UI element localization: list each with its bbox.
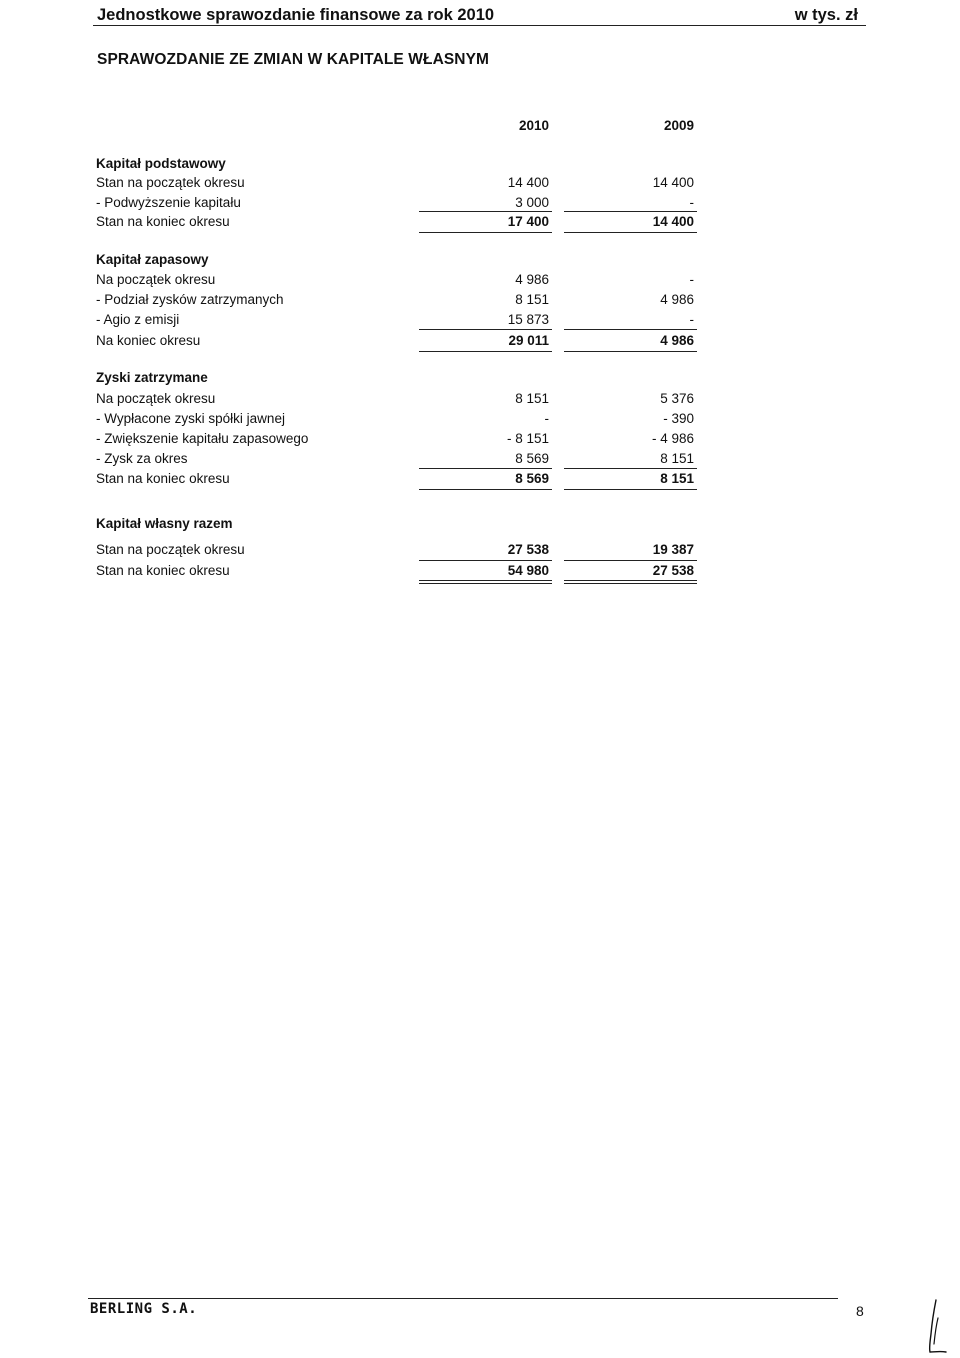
row-label: Stan na koniec okresu bbox=[96, 563, 230, 578]
value-2010: 54 980 bbox=[507, 563, 549, 578]
value-2009: 8 151 bbox=[660, 471, 694, 486]
value-2010: - bbox=[544, 411, 549, 426]
total-rule bbox=[419, 351, 552, 352]
table-row bbox=[96, 292, 706, 310]
report-header-title: Jednostkowe sprawozdanie finansowe za rok 2010 bbox=[97, 6, 495, 24]
value-2009: 19 387 bbox=[652, 542, 694, 557]
section-title-share-capital: Kapitał podstawowy bbox=[96, 156, 226, 171]
value-2009: 14 400 bbox=[652, 175, 694, 190]
subtotal-rule bbox=[419, 560, 552, 561]
subtotal-rule bbox=[419, 211, 552, 212]
value-2010: 15 873 bbox=[507, 312, 549, 327]
row-label: Stan na koniec okresu bbox=[96, 471, 230, 486]
subtotal-rule bbox=[419, 329, 552, 330]
total-rule bbox=[564, 232, 697, 233]
value-2010: 8 569 bbox=[515, 471, 549, 486]
value-2010: - 8 151 bbox=[506, 431, 549, 446]
table-row bbox=[96, 431, 706, 449]
subtotal-rule bbox=[564, 211, 697, 212]
table-row-total bbox=[96, 333, 706, 351]
section-title-retained-earnings: Zyski zatrzymane bbox=[96, 370, 208, 385]
row-label: Stan na koniec okresu bbox=[96, 214, 230, 229]
subtotal-rule bbox=[564, 329, 697, 330]
total-rule bbox=[564, 351, 697, 352]
row-label: - Podział zysków zatrzymanych bbox=[96, 292, 284, 307]
value-2010: 8 151 bbox=[515, 292, 549, 307]
value-2009: 4 986 bbox=[660, 292, 694, 307]
row-label: Na początek okresu bbox=[96, 391, 216, 406]
subtotal-rule bbox=[564, 560, 697, 561]
table-row-total bbox=[96, 471, 706, 489]
value-2009: 27 538 bbox=[652, 563, 694, 578]
company-name: BERLING S.A. bbox=[90, 1301, 198, 1317]
value-2010: 14 400 bbox=[507, 175, 549, 190]
table-row bbox=[96, 451, 706, 469]
value-2010: 8 569 bbox=[515, 451, 549, 466]
value-2010: 29 011 bbox=[508, 333, 549, 348]
header-rule bbox=[93, 25, 866, 26]
total-rule bbox=[419, 489, 552, 490]
value-2009: - bbox=[689, 312, 694, 327]
value-2009: - bbox=[689, 272, 694, 287]
table-row-total bbox=[96, 214, 706, 232]
row-label: - Agio z emisji bbox=[96, 312, 180, 327]
value-2009: - 390 bbox=[663, 411, 694, 426]
section-title-total-equity: Kapitał własny razem bbox=[96, 516, 233, 531]
currency-unit-label: w tys. zł bbox=[794, 6, 858, 24]
page-title: SPRAWOZDANIE ZE ZMIAN W KAPITALE WŁASNYM bbox=[97, 51, 490, 68]
value-2009: 8 151 bbox=[660, 451, 694, 466]
table-row bbox=[96, 175, 706, 193]
value-2009: 14 400 bbox=[652, 214, 694, 229]
footer-rule bbox=[88, 1298, 838, 1299]
total-rule bbox=[419, 232, 552, 233]
value-2010: 8 151 bbox=[515, 391, 549, 406]
table-row bbox=[96, 272, 706, 290]
table-row-total bbox=[96, 563, 706, 581]
handwritten-initials-signature bbox=[918, 1296, 958, 1358]
row-label: - Zysk za okres bbox=[96, 451, 188, 466]
row-label: Stan na początek okresu bbox=[96, 542, 245, 557]
grand-total-double-rule bbox=[419, 580, 552, 584]
table-row-total bbox=[96, 542, 706, 560]
value-2010: 3 000 bbox=[515, 195, 549, 210]
total-rule bbox=[564, 489, 697, 490]
row-label: Stan na początek okresu bbox=[96, 175, 245, 190]
value-2010: 17 400 bbox=[507, 214, 549, 229]
row-label: - Zwiększenie kapitału zapasowego bbox=[96, 431, 309, 446]
value-2009: 5 376 bbox=[660, 391, 694, 406]
table-row bbox=[96, 411, 706, 429]
value-2009: - bbox=[689, 195, 694, 210]
column-header-2009: 2009 bbox=[663, 118, 694, 133]
table-row bbox=[96, 312, 706, 330]
value-2010: 4 986 bbox=[515, 272, 549, 287]
column-header-2010: 2010 bbox=[518, 118, 549, 133]
row-label: - Podwyższenie kapitału bbox=[96, 195, 241, 210]
row-label: Na początek okresu bbox=[96, 272, 216, 287]
page-number: 8 bbox=[856, 1303, 864, 1319]
subtotal-rule bbox=[564, 468, 697, 469]
subtotal-rule bbox=[419, 468, 552, 469]
value-2009: - 4 986 bbox=[651, 431, 694, 446]
value-2010: 27 538 bbox=[507, 542, 549, 557]
value-2009: 4 986 bbox=[660, 333, 694, 348]
grand-total-double-rule bbox=[564, 580, 697, 584]
section-title-reserve-capital: Kapitał zapasowy bbox=[96, 252, 209, 267]
row-label: Na koniec okresu bbox=[96, 333, 201, 348]
row-label: - Wypłacone zyski spółki jawnej bbox=[96, 411, 285, 426]
table-row bbox=[96, 391, 706, 409]
